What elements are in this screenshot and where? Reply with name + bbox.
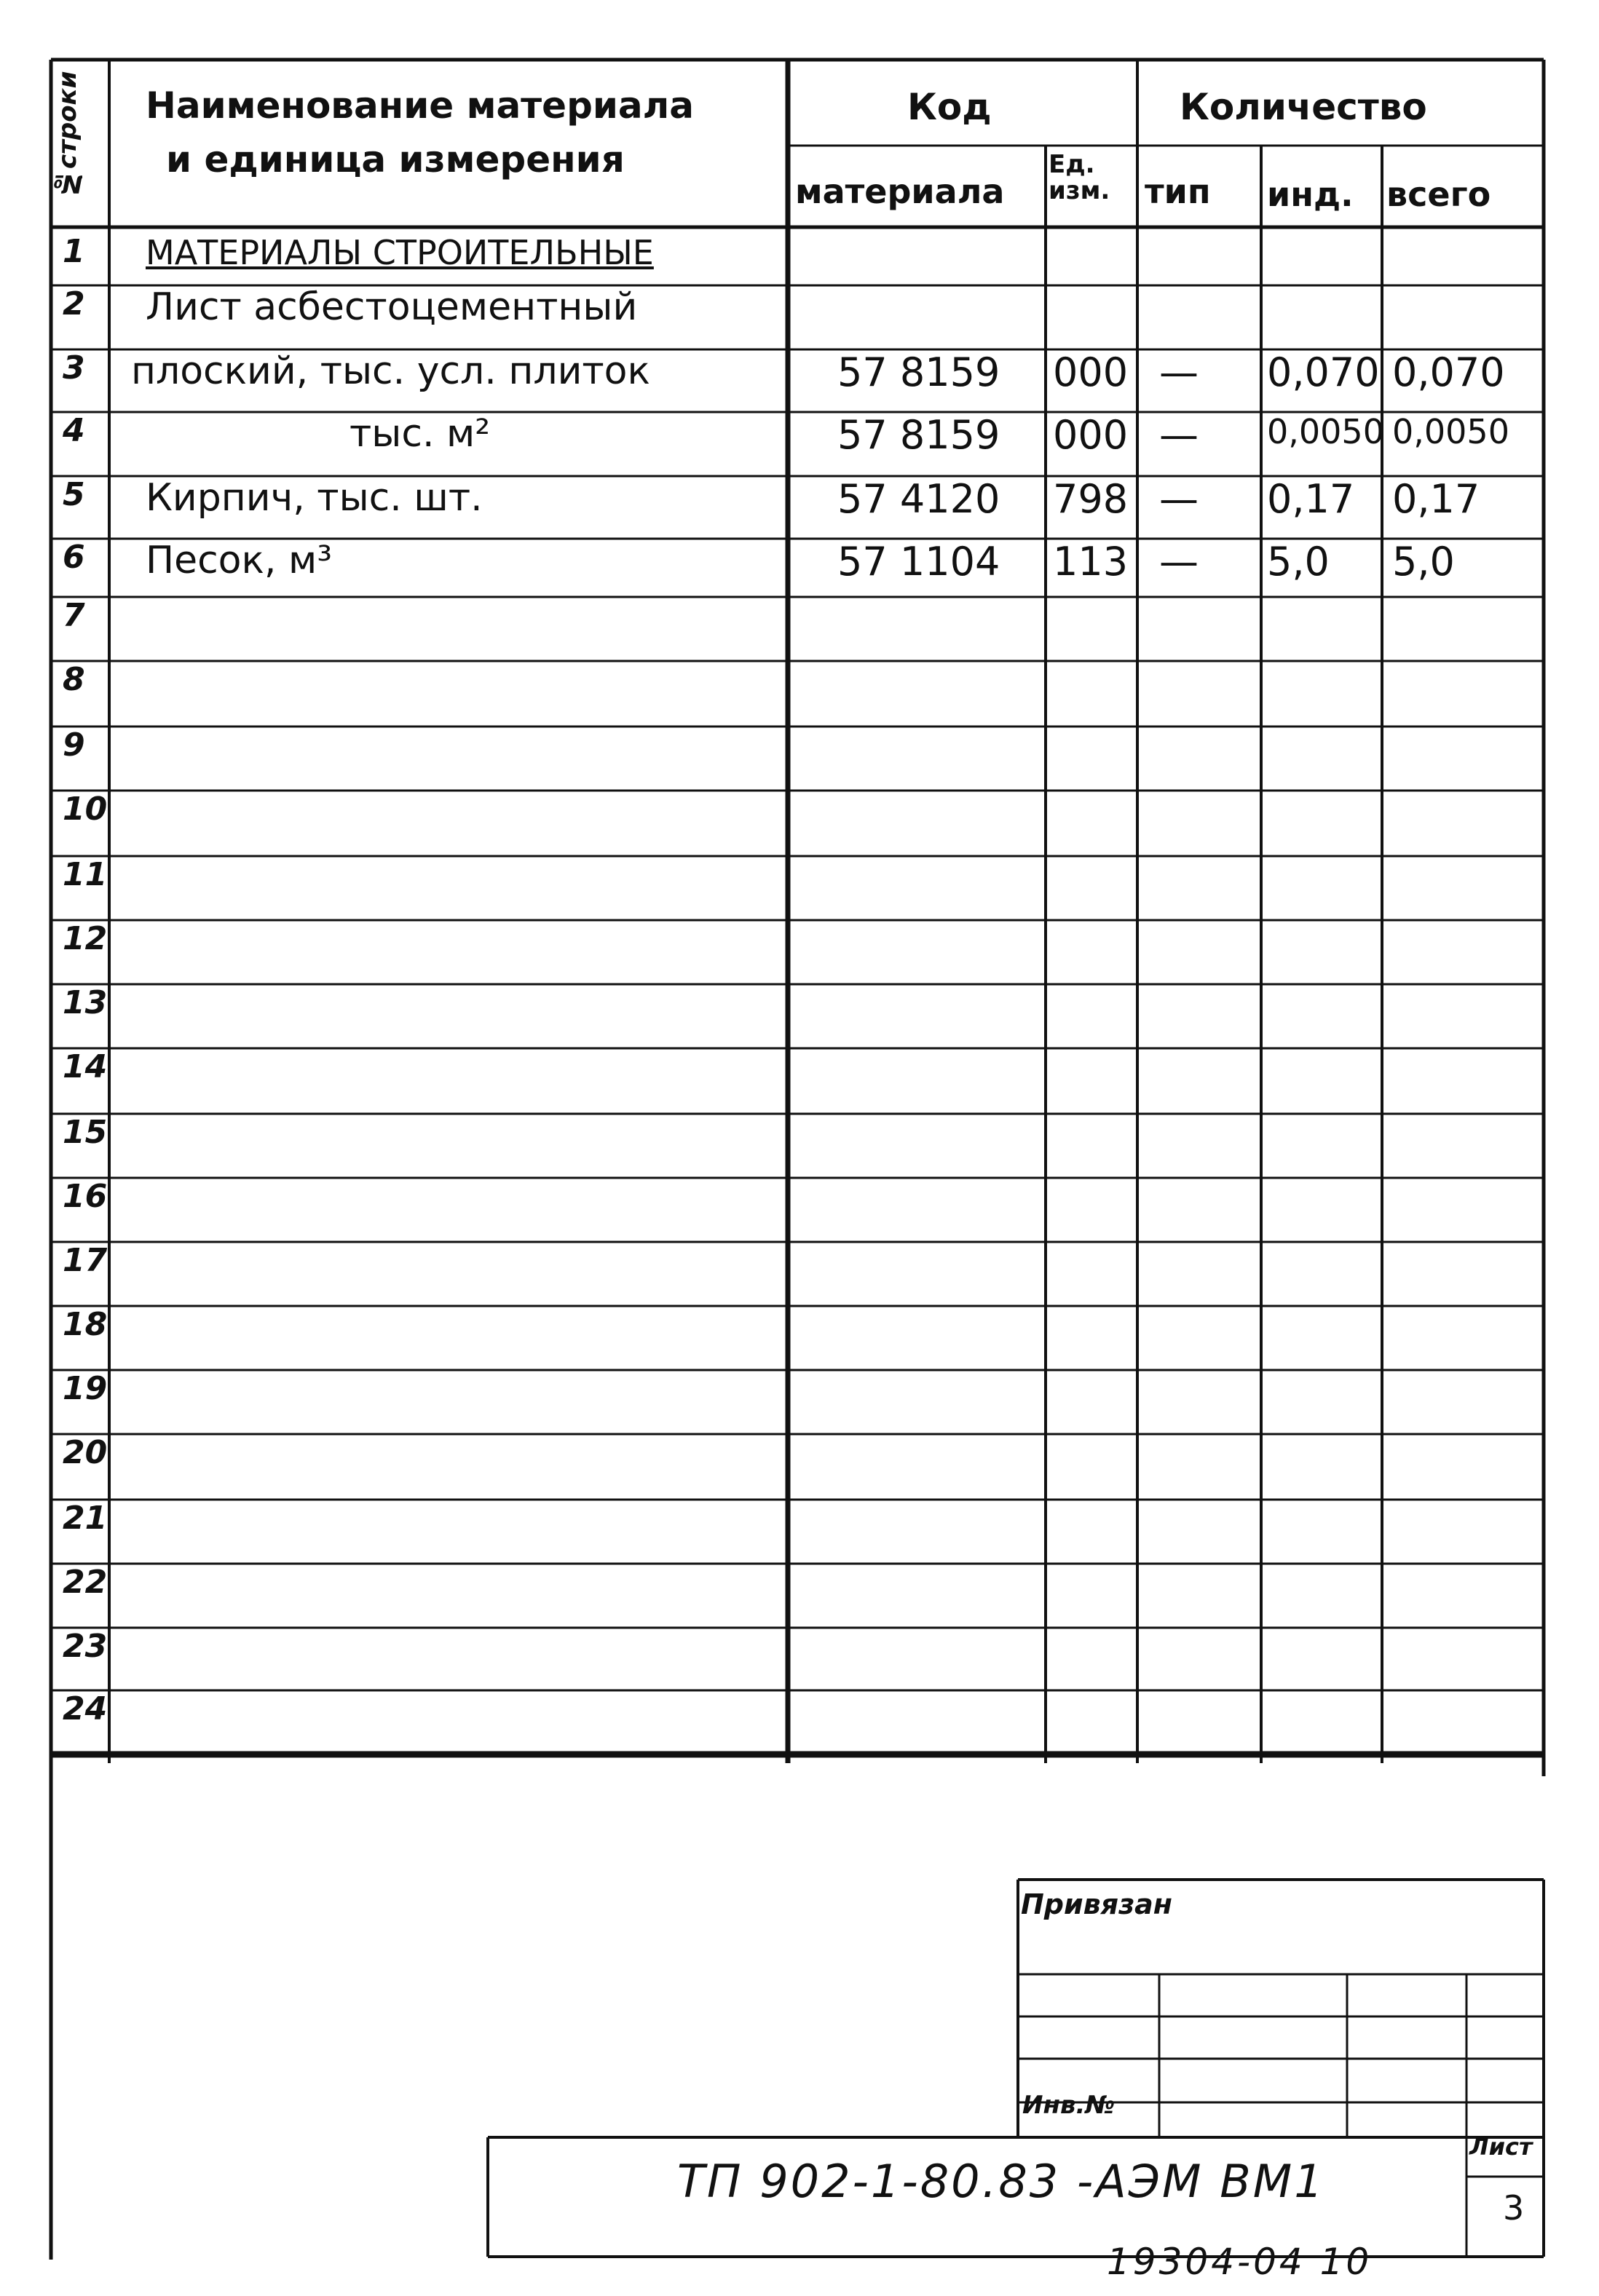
qty-type: —: [1159, 476, 1199, 522]
row-number: 19: [63, 1370, 108, 1407]
unit-code: 000: [1053, 412, 1129, 458]
unit-code: 798: [1053, 476, 1129, 522]
row-number: 7: [63, 597, 85, 634]
material-code: 57 8159: [837, 412, 1000, 458]
document-code: ТП 902-1-80.83 -АЭМ ВМ1: [677, 2155, 1325, 2208]
row-number: 1: [63, 233, 85, 270]
qty-ind: 0,17: [1267, 476, 1355, 522]
qty-total: 0,17: [1392, 476, 1480, 522]
qty-type: —: [1159, 412, 1199, 458]
material-name: плоский, тыс. усл. плиток: [131, 349, 650, 393]
material-name: Песок, м³: [146, 539, 333, 582]
row-number: 13: [63, 984, 108, 1021]
header-quantity: Количество: [1180, 86, 1427, 128]
row-number: 14: [63, 1048, 108, 1085]
qty-ind: 0,0050: [1267, 412, 1384, 451]
row-number: 2: [63, 285, 85, 322]
sheet-label: Лист: [1469, 2133, 1533, 2161]
qty-total: 0,070: [1392, 349, 1505, 395]
qty-total: 5,0: [1392, 539, 1455, 585]
material-name: МАТЕРИАЛЫ СТРОИТЕЛЬНЫЕ: [146, 233, 654, 272]
material-name: тыс. м²: [350, 412, 491, 456]
unit-code: 113: [1053, 539, 1129, 585]
material-code: 57 8159: [837, 349, 1000, 395]
header-qty-total: всего: [1386, 175, 1491, 214]
material-code: 57 4120: [837, 476, 1000, 522]
row-number: 21: [63, 1500, 108, 1537]
qty-type: —: [1159, 539, 1199, 585]
qty-type: —: [1159, 349, 1199, 395]
header-name-line2: и единица измерения: [166, 138, 625, 181]
stamp-inventory-label: Инв.№: [1022, 2091, 1116, 2120]
qty-ind: 0,070: [1267, 349, 1380, 395]
material-code: 57 1104: [837, 539, 1000, 585]
stamp-bound-label: Привязан: [1021, 1888, 1173, 1920]
row-number: 8: [63, 661, 85, 698]
header-code-material: материала: [795, 172, 1005, 211]
row-number: 3: [63, 349, 85, 387]
row-number: 11: [63, 856, 108, 893]
row-number: 17: [63, 1242, 108, 1279]
sheet-number: 3: [1503, 2188, 1525, 2228]
header-code: Код: [907, 86, 992, 128]
header-code-unit: Ед. изм.: [1049, 150, 1110, 205]
material-name: Кирпич, тыс. шт.: [146, 476, 483, 520]
unit-code: 000: [1053, 349, 1129, 395]
row-number: 5: [63, 476, 85, 513]
qty-total: 0,0050: [1392, 412, 1509, 451]
row-number: 16: [63, 1178, 108, 1215]
header-name-line1: Наименование материала: [146, 84, 695, 127]
material-name: Лист асбестоцементный: [146, 285, 638, 329]
header-row-number: №строки: [53, 71, 82, 199]
row-number: 15: [63, 1114, 108, 1151]
row-number: 18: [63, 1306, 108, 1343]
row-number: 6: [63, 539, 85, 576]
row-number: 23: [63, 1628, 108, 1665]
row-number: 22: [63, 1564, 108, 1601]
header-qty-type: тип: [1145, 172, 1211, 211]
row-number: 12: [63, 920, 108, 957]
qty-ind: 5,0: [1267, 539, 1330, 585]
row-number: 20: [63, 1434, 108, 1471]
row-number: 24: [63, 1690, 108, 1727]
row-number: 10: [63, 791, 108, 828]
row-number: 9: [63, 727, 85, 764]
archive-number: 19304-04 10: [1107, 2241, 1373, 2283]
header-qty-ind: инд.: [1267, 175, 1354, 214]
row-number: 4: [63, 412, 85, 449]
